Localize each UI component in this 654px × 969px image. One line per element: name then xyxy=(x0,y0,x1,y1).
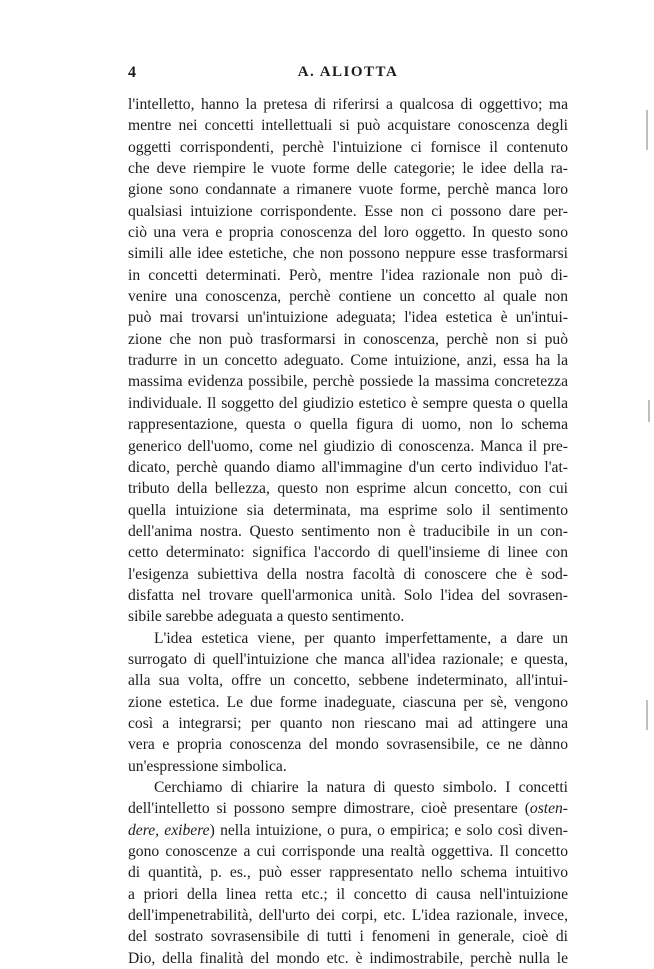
page-header xyxy=(128,64,568,86)
text-line-content: quella intuizione sia determinata, ma esprime solo il sentimento xyxy=(128,501,568,519)
text-line-content: tributo della bellezza, questo non esprime alcun concetto, con cui xyxy=(128,480,568,498)
running-head: A. ALIOTTA xyxy=(297,64,399,80)
text-line xyxy=(128,179,568,200)
text-line-content: generico dell'uomo, come nel giudizio di conoscenza. Manca il pre- xyxy=(128,437,568,455)
text-line xyxy=(128,734,568,755)
italic-term: dere, exibere xyxy=(128,821,210,839)
text-line xyxy=(128,692,568,713)
text-line xyxy=(128,307,568,328)
text-line-content: l'esigenza subiettiva della nostra facoltà di conoscere che è sod- xyxy=(128,565,568,583)
text-line-content: un'espressione simbolica. xyxy=(128,757,287,775)
text-line xyxy=(128,478,568,499)
text-line-content: mentre nei concetti intellettuali si può acquistare conoscenza degli xyxy=(128,117,568,135)
text-line-content: sibile sarebbe adeguata a questo sentimento. xyxy=(128,608,405,626)
page-number: 4 xyxy=(128,64,136,81)
text-line xyxy=(128,756,568,777)
text-line xyxy=(128,926,568,947)
text-line xyxy=(128,222,568,243)
text-line-content: gione sono condannate a rimanere vuote forme, perchè manca loro xyxy=(128,181,568,199)
text-line-content: L'idea estetica viene, per quanto imperfettamente, a dare un xyxy=(154,629,568,647)
text-line-content: dell'anima nostra. Questo sentimento non è traducibile in un con- xyxy=(128,522,568,540)
text-line xyxy=(128,158,568,179)
text-line xyxy=(128,500,568,521)
body-text xyxy=(128,94,568,969)
text-line xyxy=(128,94,568,115)
text-line xyxy=(128,393,568,414)
text-line-content: dell'impenetrabilità, dell'urto dei corpi, etc. L'idea razionale, invece, xyxy=(128,907,568,925)
text-line-continuation: ) nella intuizione, o pura, o empirica; e solo così diven- xyxy=(209,821,568,839)
text-line-content: dell'intelletto si possono sempre dimostrare, cioè presentare ( xyxy=(128,800,530,818)
text-line-content: simili alle idee estetiche, che non possono neppure esse trasformarsi xyxy=(128,245,568,263)
text-line xyxy=(128,585,568,606)
text-line-content: in concetti determinati. Però, mentre l'idea razionale non può di- xyxy=(128,266,568,284)
text-line-content: Dio, della finalità del mondo etc. è indimostrabile, perchè nulla le xyxy=(128,949,568,967)
text-line xyxy=(128,905,568,926)
text-line-content: tradurre in un concetto adeguato. Come intuizione, anzi, essa ha la xyxy=(128,352,568,370)
text-line-content: che deve riempire le vuote forme delle categorie; le idee della ra- xyxy=(128,160,568,178)
text-line xyxy=(128,414,568,435)
text-line xyxy=(128,137,568,158)
text-line xyxy=(128,820,568,841)
text-line-content: di quantità, p. es., può esser rappresentato nello schema intuitivo xyxy=(128,864,568,882)
text-line-content: può mai trovarsi un'intuizione adeguata; l'idea estetica è un'intui- xyxy=(128,309,568,327)
text-line xyxy=(128,243,568,264)
text-line xyxy=(128,286,568,307)
scan-edge-mark xyxy=(648,400,650,422)
text-line xyxy=(128,201,568,222)
text-line-content: oggetti corrispondenti, perchè l'intuizione ci fornisce il contenuto xyxy=(128,138,568,156)
scan-edge-mark xyxy=(646,700,648,730)
text-line-content: venire una conoscenza, perchè contiene un concetto al quale non xyxy=(128,288,568,306)
text-line xyxy=(128,841,568,862)
text-line-content: individuale. Il soggetto del giudizio estetico è sempre questa o quella xyxy=(128,394,568,412)
text-line-content: dicato, perchè quando diamo all'immagine d'un certo individuo l'at- xyxy=(128,458,568,476)
text-line-content: del sostrato sovrasensibile di tutti i fenomeni in generale, cioè di xyxy=(128,928,568,946)
text-line xyxy=(128,884,568,905)
text-line-content: gono conoscenze a cui corrisponde una realtà oggettiva. Il concetto xyxy=(128,843,568,861)
text-line xyxy=(128,265,568,286)
text-line xyxy=(128,777,568,798)
text-line xyxy=(128,371,568,392)
text-line-content: rappresentazione, questa o quella figura di uomo, non lo schema xyxy=(128,416,568,434)
text-line xyxy=(128,798,568,819)
text-line xyxy=(128,350,568,371)
text-line-content: alla sua volta, offre un concetto, sebbene indeterminato, all'intui- xyxy=(128,672,568,690)
text-line xyxy=(128,436,568,457)
text-line xyxy=(128,329,568,350)
text-line xyxy=(128,649,568,670)
text-line-content: disfatta nel trovare quell'armonica unità. Solo l'idea del sovrasen- xyxy=(128,586,568,604)
text-line xyxy=(128,115,568,136)
text-line-content: surrogato di quell'intuizione che manca all'idea razionale; e questa, xyxy=(128,650,568,668)
text-line-content: l'intelletto, hanno la pretesa di riferirsi a qualcosa di oggettivo; ma xyxy=(128,96,568,113)
text-line xyxy=(128,564,568,585)
text-line xyxy=(128,606,568,627)
text-line-content: zione estetica. Le due forme inadeguate, ciascuna per sè, vengono xyxy=(128,693,568,711)
text-line-content: a priori della linea retta etc.; il concetto di causa nell'intuizione xyxy=(128,885,568,903)
text-line xyxy=(128,670,568,691)
text-line xyxy=(128,713,568,734)
text-line-content: zione che non può trasformarsi in conoscenza, perchè non si può xyxy=(128,330,568,348)
text-line-content: vera e propria conoscenza del mondo sovrasensibile, ce ne dànno xyxy=(128,736,568,754)
text-line-content: così a integrarsi; per quanto non riescano mai ad attingere una xyxy=(128,714,568,732)
text-line-content: ciò una vera e propria conoscenza del loro oggetto. In questo sono xyxy=(128,224,568,242)
text-line xyxy=(128,457,568,478)
text-line-content: qualsiasi intuizione corrispondente. Esse non ci possono dare per- xyxy=(128,202,568,220)
text-line xyxy=(128,521,568,542)
text-line xyxy=(128,628,568,649)
text-line xyxy=(128,862,568,883)
text-line xyxy=(128,542,568,563)
text-line-content: massima evidenza possibile, perchè possiede la massima concretezza xyxy=(128,373,568,391)
text-line-content: Cerchiamo di chiarire la natura di questo simbolo. I concetti xyxy=(154,779,568,796)
text-line xyxy=(128,948,568,969)
italic-term: osten- xyxy=(529,800,568,818)
text-line-content: cetto determinato: significa l'accordo di quell'insieme di linee con xyxy=(128,544,568,562)
scan-edge-mark xyxy=(646,110,648,150)
